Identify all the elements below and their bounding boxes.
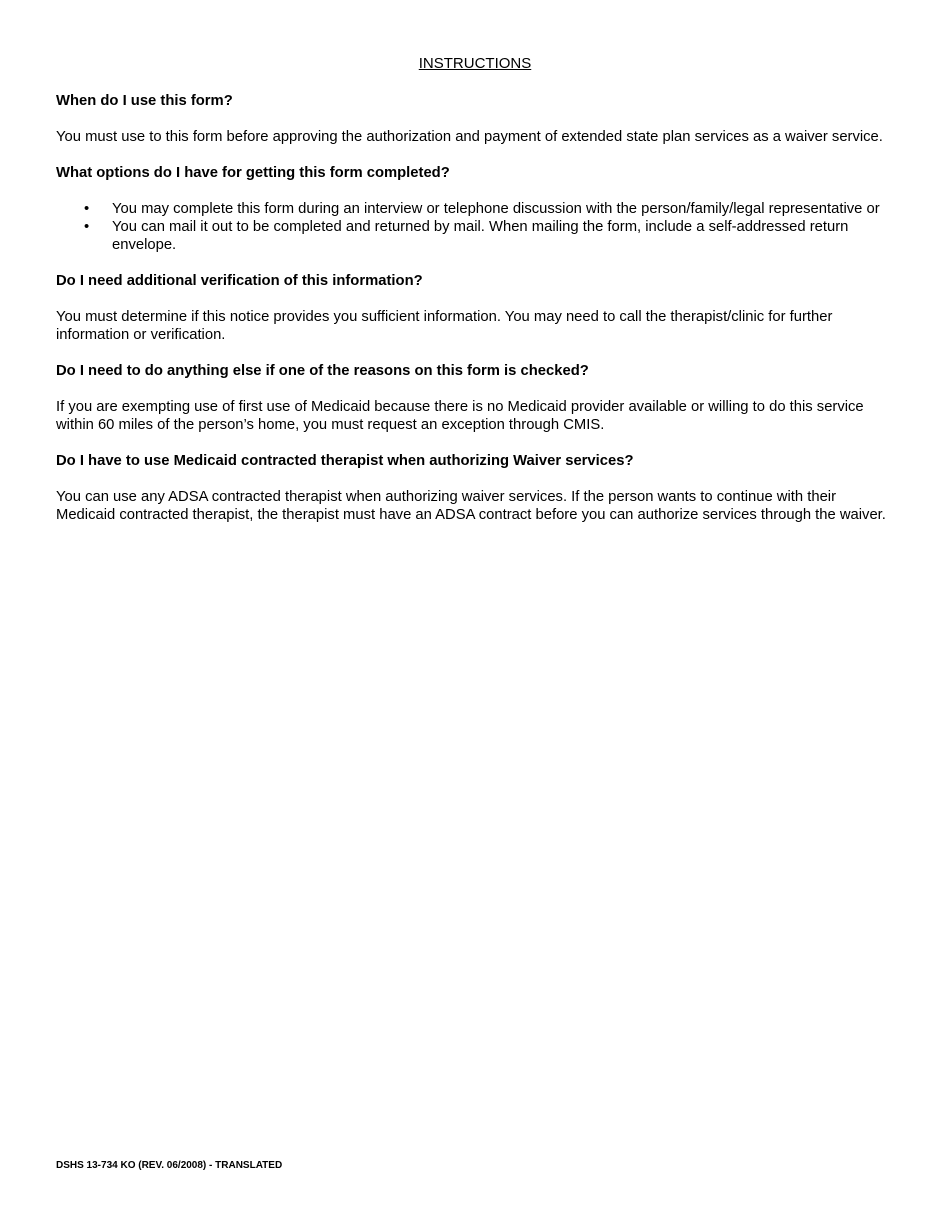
list-item-text: You can mail it out to be completed and returned by mail. When mailing the form, include a self-addressed return envelope. [112,219,849,253]
options-list [56,200,896,254]
section-heading-therapist: Do I have to use Medicaid contracted therapist when authorizing Waiver services? [56,453,634,469]
section-heading-reasons: Do I need to do anything else if one of the reasons on this form is checked? [56,363,589,379]
section-body-reasons: If you are exempting use of first use of Medicaid because there is no Medicaid provider available or willing to do this service within 60 miles of the person’s home, you must request an exception through CMIS. [56,399,864,433]
section-body-when: You must use to this form before approving the authorization and payment of extended state plan services as a waiver service. [56,129,883,145]
section-heading-options: What options do I have for getting this form completed? [56,165,450,181]
list-item [56,218,896,254]
bullet-icon: • [84,219,90,235]
form-footer: DSHS 13-734 KO (REV. 06/2008) - TRANSLATED [56,1160,283,1171]
section-heading-when: When do I use this form? [56,93,233,109]
bullet-icon: • [84,201,90,217]
section-heading-verification: Do I need additional verification of this information? [56,273,423,289]
list-item [56,200,896,218]
list-item-text: You may complete this form during an interview or telephone discussion with the person/family/legal representative or [112,201,880,217]
instructions-content [56,92,896,542]
section-body-verification: You must determine if this notice provides you sufficient information. You may need to call the therapist/clinic for further information or verification. [56,309,833,343]
page-title: INSTRUCTIONS [418,55,532,72]
section-body-therapist: You can use any ADSA contracted therapist when authorizing waiver services. If the person wants to continue with their Medicaid contracted therapist, the therapist must have an ADSA contract before you can authorize services through the waiver. [56,489,886,523]
